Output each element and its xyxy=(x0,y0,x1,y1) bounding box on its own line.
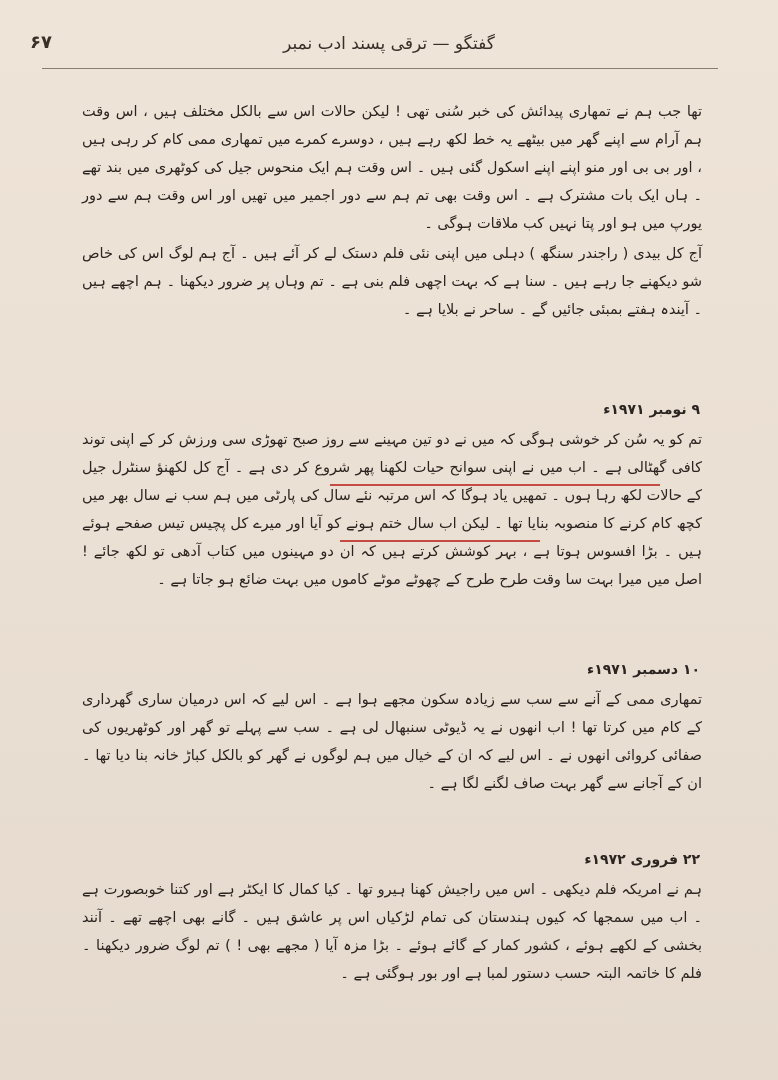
running-header: گفتگو — ترقی پسند ادب نمبر xyxy=(283,34,495,54)
entry-1-paragraph-2: آج کل بیدی ( راجندر سنگھ ) دہلی میں اپنی نئی فلم دستک لے کر آئے ہیں ۔ آج ہم لوگ اس کی خاص شو دیکھنے جا رہے ہیں ۔ سنا ہے کہ بہت اچھی فلم بنی ہے ۔ تم وہاں پر ضرور دیکھنا ۔ ہم اچھے ہیں ۔ آیندہ ہفتے بمبئی جائیں گے ۔ ساحر نے بلایا ہے ۔ xyxy=(82,246,702,318)
entry-2-paragraph-1: تم کو یہ سُن کر خوشی ہوگی کہ میں نے دو تین مہینے سے روز صبح تھوڑی سی ورزش کر کے اپنی توند کافی گھٹالی ہے ۔ اب میں نے اپنی سوانح حیات لکھنا پھر شروع کر دی ہے ۔ آج کل لکھنؤ سنٹرل جیل کے حالات لکھ رہا ہوں ۔ تمھیں یاد ہوگا کہ اس مرتبہ نئے سال کی پارٹی میں ہم سب نے سال بھر میں کچھ کام کرنے کا منصوبہ بنایا تھا ۔ لیکن اب سال ختم ہونے کو آیا اور میرے کل پچیس تیس صفحے ہوئے ہیں ۔ بڑا افسوس ہوتا ہے ، بہر کوشش کرتے ہیں کہ ان دو مہینوں میں کتاب آدھی تو لکھ جائے ! اصل میں میرا بہت سا وقت طرح طرح کے چھوٹے موٹے کاموں میں بہت ضائع ہو جاتا ہے ۔ xyxy=(82,432,702,588)
entry-1-paragraph-1: تھا جب ہم نے تمھاری پیدائش کی خبر سُنی تھی ! لیکن حالات اس سے بالکل مختلف ہیں ، اس وقت ہم آرام سے اپنے گھر میں بیٹھے یہ خط لکھ رہے ہیں ، دوسرے کمرے میں تمھاری ممی کام کر رہی ہیں ، اور بی بی اور منو اپنے اپنے اسکول گئی ہیں ۔ اس وقت ہم ایک منحوس جیل کی کوٹھری میں بند تھے ۔ ہاں ایک بات مشترک ہے ۔ اس وقت بھی تم ہم سے دور اجمیر میں تھیں اور اس وقت ہم سے دور یورپ میں ہو اور پتا نہیں کب ملاقات ہوگی ۔ xyxy=(82,104,702,232)
header-divider xyxy=(42,68,718,69)
red-pen-underline-2 xyxy=(340,540,540,542)
entry-3-date: ۱۰ دسمبر ۱۹۷۱ء xyxy=(587,662,700,678)
letter-entry-2 xyxy=(82,426,702,596)
letter-entry-3 xyxy=(82,686,702,800)
entry-2-date: ۹ نومبر ۱۹۷۱ء xyxy=(603,402,700,418)
entry-4-date: ۲۲ فروری ۱۹۷۲ء xyxy=(584,852,700,868)
red-pen-underline-1 xyxy=(330,484,660,486)
letter-entry-4 xyxy=(82,876,702,990)
entry-3-paragraph-1: تمھاری ممی کے آنے سے سب سے زیادہ سکون مجھے ہوا ہے ۔ اس لیے کہ اس درمیان ساری گھرداری کے کام میں کرتا تھا ! اب انھوں نے یہ ڈیوٹی سنبھال لی ہے ۔ سب سے پہلے تو گھر اور کوٹھریوں کی صفائی کروائی انھوں نے ۔ اس لیے کہ ان کے خیال میں ہم لوگوں نے گھر کو بالکل کباڑ خانہ بنا دیا تھا ۔ ان کے آجانے سے گھر بہت صاف لگنے لگا ہے ۔ xyxy=(82,692,702,792)
page-number: ۶۷ xyxy=(30,32,52,53)
letter-entry-1 xyxy=(82,98,702,326)
entry-4-paragraph-1: ہم نے امریکہ فلم دیکھی ۔ اس میں راجیش کھنا ہیرو تھا ۔ کیا کمال کا ایکٹر ہے اور کتنا خوبصورت ہے ۔ اب میں سمجھا کہ کیوں ہندستان کی تمام لڑکیاں اس پر عاشق ہیں ۔ گانے بھی اچھے تھے ۔ آنند بخشی کے لکھے ہوئے ، کشور کمار کے گائے ہوئے ۔ بڑا مزہ آیا ( مجھے بھی ! ) تم لوگ ضرور دیکھنا ۔ فلم کا خاتمہ البتہ حسب دستور لمبا ہے اور بور ہوگئی ہے ۔ xyxy=(82,882,702,982)
